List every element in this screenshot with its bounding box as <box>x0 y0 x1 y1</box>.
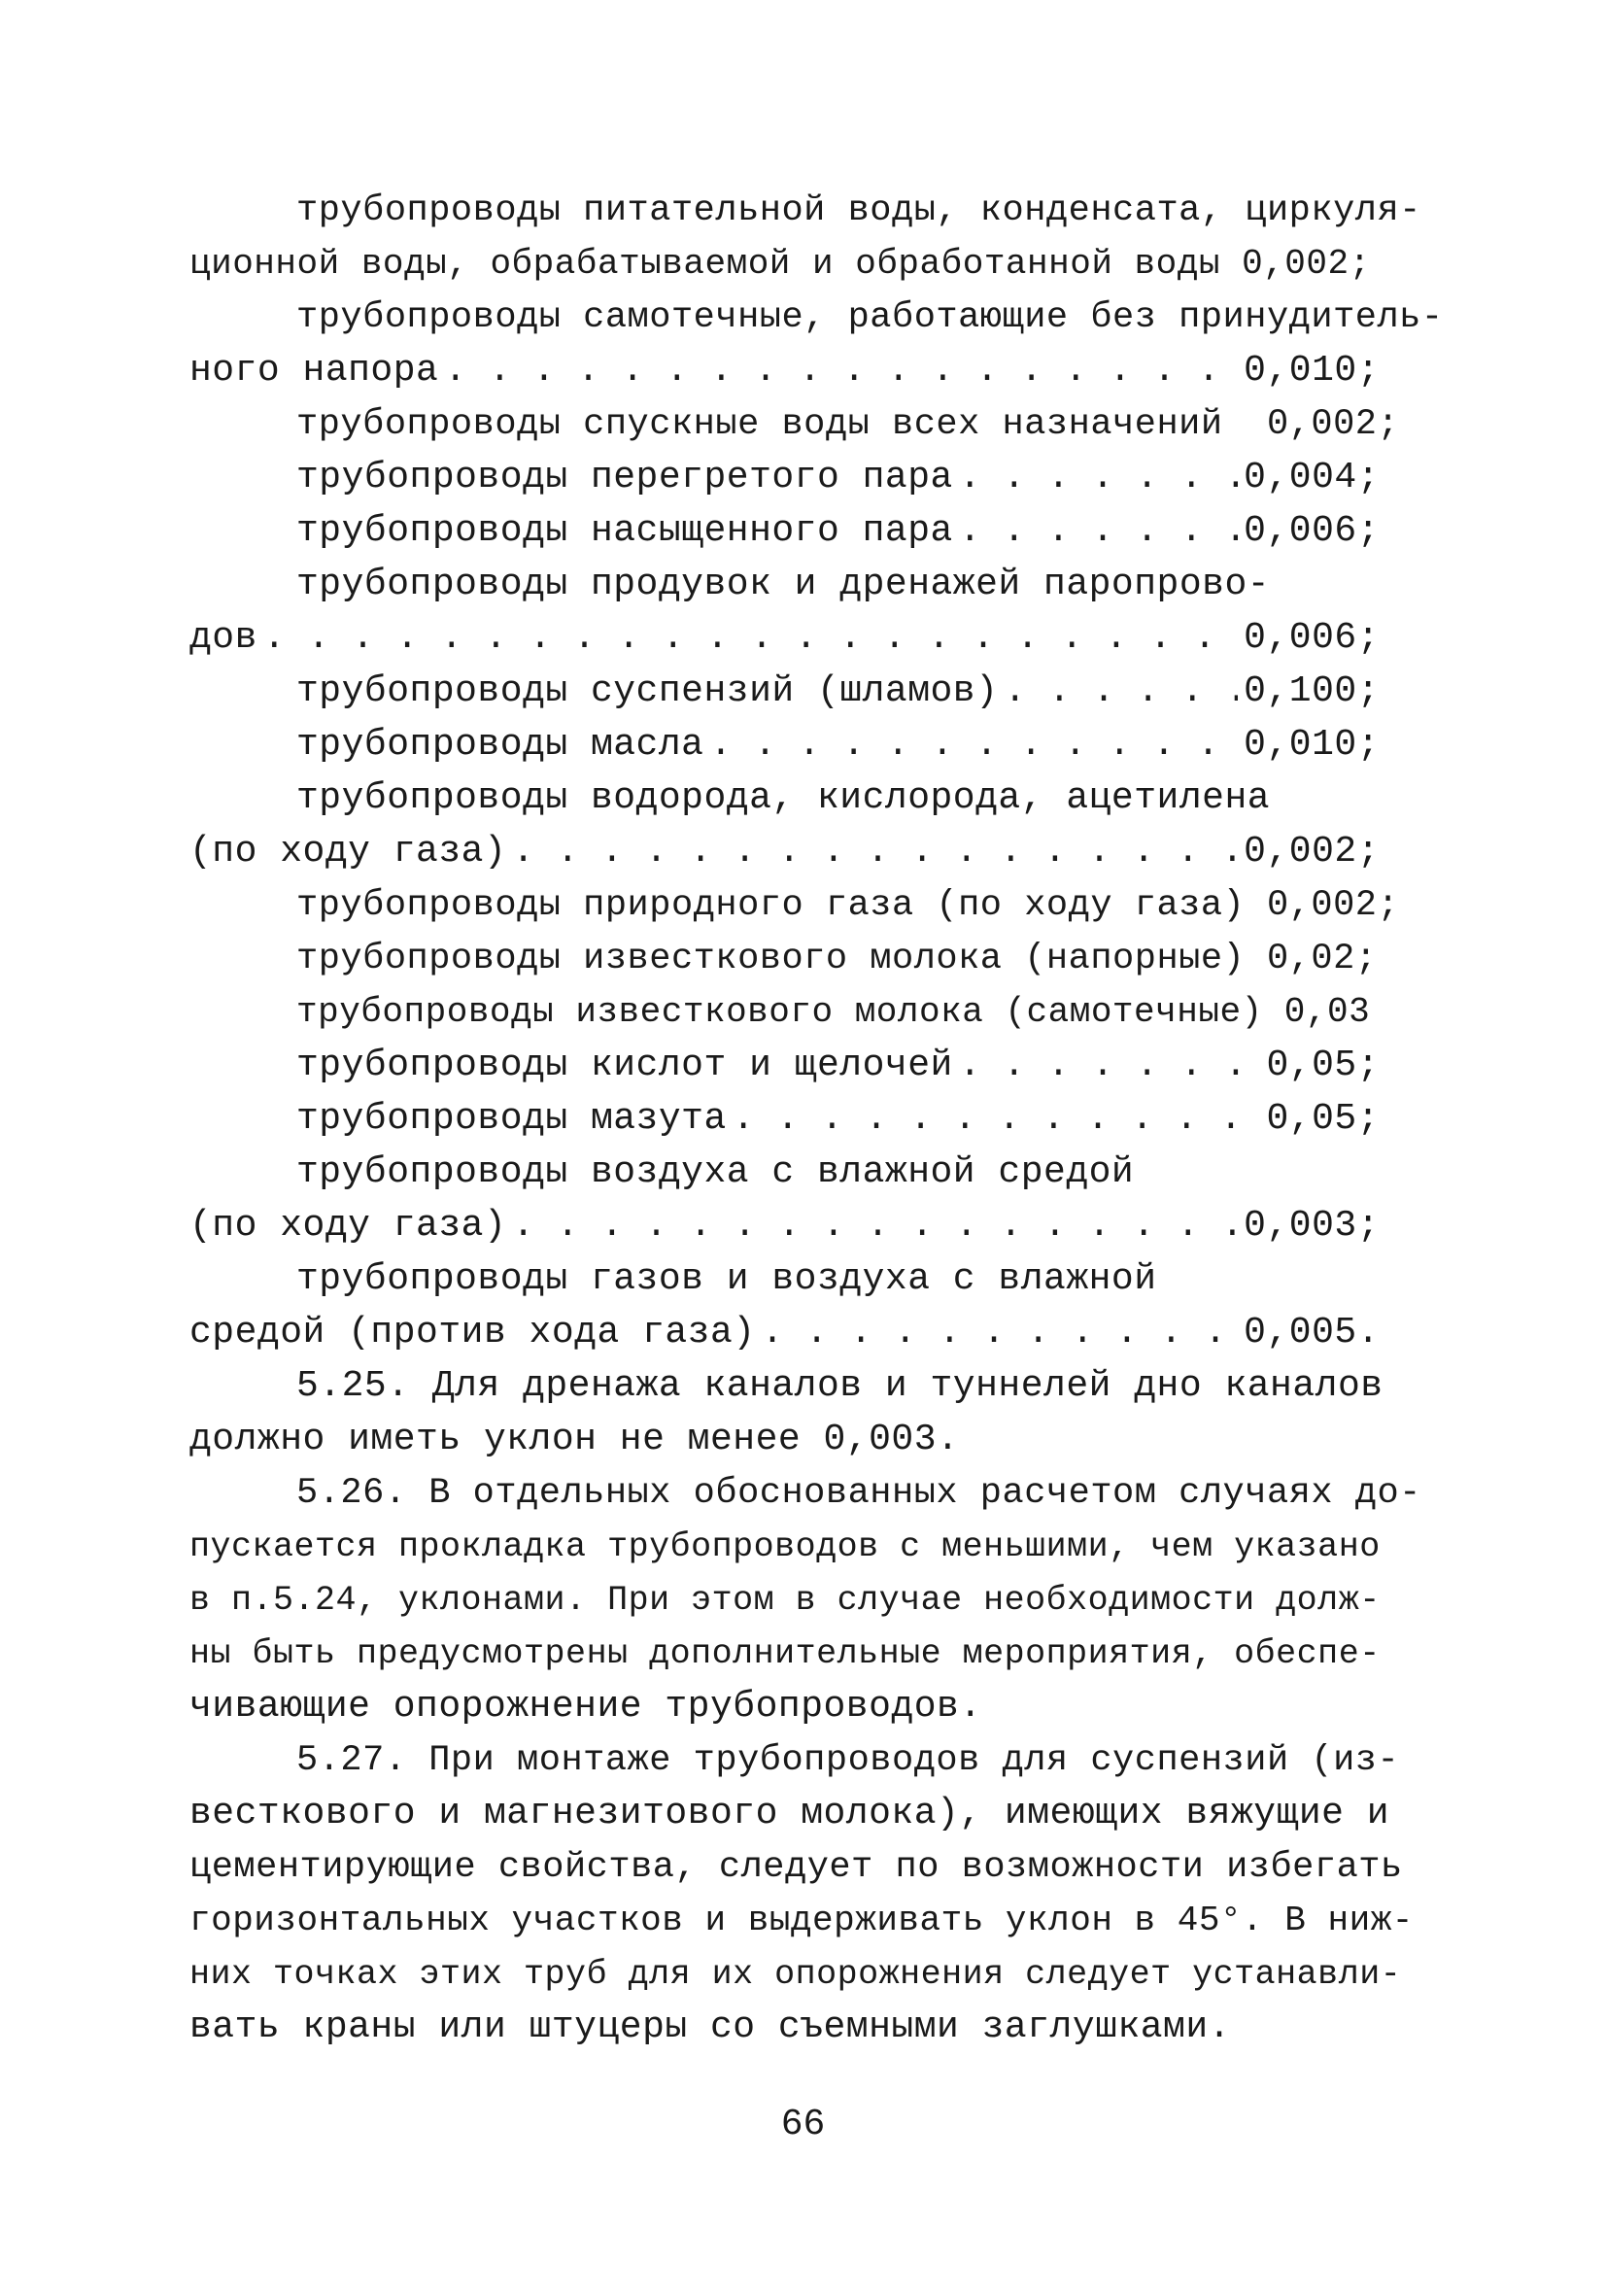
line-value: 0,100; <box>1244 670 1380 712</box>
line-text: трубопроводы масла <box>296 724 704 766</box>
page-number: 66 <box>780 2104 826 2145</box>
text-line: них точках этих труб для их опорожнения следует устанавли- <box>189 1955 1402 1994</box>
paragraph-first-line: 5.25. Для дренажа каналов и туннелей дно каналов <box>296 1365 1384 1407</box>
leader-line <box>189 826 1380 878</box>
line-value: 0,05; <box>1266 1098 1380 1140</box>
leader-dots <box>709 719 1238 771</box>
text-line: цементирующие свойства, следует по возможности избегать <box>189 1847 1403 1888</box>
text-line: трубопроводы спускные воды всех назначений 0,002; <box>296 404 1400 445</box>
leader-line <box>296 1040 1380 1092</box>
leader-line <box>296 452 1380 504</box>
leader-dots <box>762 1307 1239 1359</box>
line-text: ного напора <box>189 350 439 392</box>
leader-line <box>296 719 1380 771</box>
text-line: трубопроводы продувок и дренажей паропрово- <box>296 564 1271 605</box>
leader-dots <box>444 345 1238 397</box>
text-line: трубопроводы газов и воздуха с влажной <box>296 1258 1157 1300</box>
paragraph-first-line: 5.26. В отдельных обоснованных расчетом случаях до- <box>296 1473 1421 1514</box>
text-line: трубопроводы питательной воды, конденсата, циркуля- <box>296 190 1421 231</box>
text-line: должно иметь уклон не менее 0,003. <box>189 1419 960 1460</box>
text-line: трубопроводы известкового молока (самотечные) 0,03 <box>296 992 1371 1032</box>
leader-dots <box>512 826 1238 878</box>
text-line: весткового и магнезитового молока), имеющих вяжущие и <box>189 1793 1390 1834</box>
leader-dots <box>959 1040 1261 1092</box>
line-text: дов <box>189 617 257 659</box>
text-line: трубопроводы воздуха с влажной средой <box>296 1151 1135 1193</box>
leader-line <box>189 612 1380 665</box>
leader-dots <box>959 452 1238 504</box>
line-text: средой (против хода газа) <box>189 1312 756 1354</box>
text-line: вать краны или штуцеры со съемными заглушками. <box>189 2006 1231 2048</box>
leader-dots <box>959 505 1238 558</box>
text-line: в п.5.24, уклонами. При этом в случае необходимости долж- <box>189 1581 1381 1620</box>
line-text: (по ходу газа) <box>189 831 507 873</box>
line-value: 0,005. <box>1244 1312 1380 1354</box>
line-text: трубопроводы суспензий (шламов) <box>296 670 999 712</box>
text-line: чивающие опорожнение трубопроводов. <box>189 1686 982 1728</box>
line-value: 0,05; <box>1266 1045 1380 1086</box>
leader-dots <box>512 1200 1238 1252</box>
text-line: трубопроводы водорода, кислорода, ацетилена <box>296 777 1271 819</box>
leader-line <box>189 345 1380 397</box>
line-value: 0,006; <box>1244 617 1380 659</box>
leader-line <box>189 1200 1380 1252</box>
text-line: пускается прокладка трубопроводов с меньшими, чем указано <box>189 1527 1381 1566</box>
leader-dots <box>733 1093 1261 1146</box>
line-text: (по ходу газа) <box>189 1205 507 1247</box>
leader-line <box>189 1307 1380 1359</box>
line-text: трубопроводы мазута <box>296 1098 727 1140</box>
line-value: 0,003; <box>1244 1205 1380 1247</box>
text-line: ционной воды, обрабатываемой и обработанной воды 0,002; <box>189 244 1371 284</box>
line-text: трубопроводы насыщенного пара <box>296 510 953 552</box>
leader-line <box>296 666 1380 718</box>
text-line: ны быть предусмотрены дополнительные мероприятия, обеспе- <box>189 1634 1381 1673</box>
line-value: 0,006; <box>1244 510 1380 552</box>
leader-line <box>296 505 1380 558</box>
leader-line <box>296 1093 1380 1146</box>
line-text: трубопроводы кислот и щелочей <box>296 1045 953 1086</box>
leader-dots <box>263 612 1238 665</box>
line-value: 0,010; <box>1244 724 1380 766</box>
line-value: 0,010; <box>1244 350 1380 392</box>
paragraph-first-line: 5.27. При монтаже трубопроводов для суспензий (из- <box>296 1740 1400 1781</box>
text-line: трубопроводы самотечные, работающие без принудитель- <box>296 297 1444 338</box>
line-value: 0,002; <box>1244 831 1380 873</box>
line-text: трубопроводы перегретого пара <box>296 457 953 498</box>
text-line: трубопроводы известкового молока (напорные) 0,02; <box>296 939 1378 979</box>
text-line: горизонтальных участков и выдерживать уклон в 45°. В ниж- <box>189 1901 1414 1940</box>
line-value: 0,004; <box>1244 457 1380 498</box>
text-line: трубопроводы природного газа (по ходу газа) 0,002; <box>296 885 1400 926</box>
leader-dots <box>1004 666 1238 718</box>
